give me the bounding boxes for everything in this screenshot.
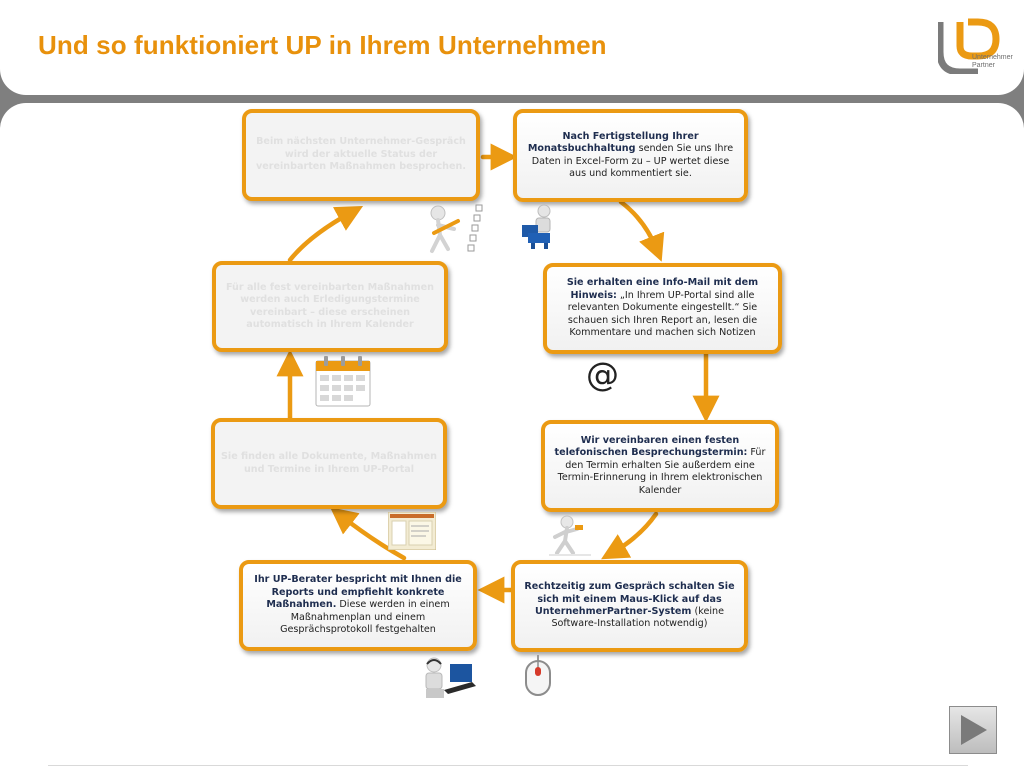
step-4-bold: Rechtzeitig zum Gespräch schalten Sie sich mit einem Maus-Klick auf das UnternehmerPartner-System (524, 581, 735, 617)
person-checklist-icon (424, 203, 486, 255)
logo-line-1: Unternehmer (972, 54, 1013, 61)
calendar-icon (315, 355, 371, 407)
next-slide-button[interactable] (949, 706, 997, 754)
step-8-box (242, 109, 480, 201)
step-7-box (212, 261, 448, 352)
step-2-bold: Sie erhalten eine Info-Mail mit dem Hinweis: (566, 277, 759, 301)
computer-mouse-icon (524, 655, 552, 697)
person-walking-icon (545, 515, 595, 557)
person-at-laptop-icon (518, 203, 566, 251)
step-3-text: Für den Termin erhalten Sie außerdem eine Termin-Erinnerung in Ihrem elektronischen Kalender (557, 447, 766, 496)
page-title: Und so funktioniert UP in Ihrem Unternehmen (38, 30, 607, 60)
step-1-text: senden Sie uns Ihre Daten in Excel-Form zu – UP wertet diese aus und kommentiert sie. (531, 143, 734, 179)
step-6-text: Sie finden alle Dokumente, Maßnahmen und Termine in Ihrem UP-Portal (221, 451, 437, 475)
step-5-bold: Ihr UP-Berater bespricht mit Ihnen die Reports und empfiehlt konkrete Maßnahmen. (254, 574, 462, 611)
step-3-box (541, 420, 779, 512)
arrow-3-to-4 (612, 514, 656, 553)
document-screen-icon (388, 512, 436, 550)
step-8-text: Beim nächsten Unternehmer-Gespräch wird der aktuelle Status der vereinbarten Maßnahmen besprochen. (256, 136, 466, 173)
step-1-box (513, 109, 748, 202)
step-1-bold: Nach Fertigstellung Ihrer Monatsbuchhaltung (527, 130, 699, 155)
step-3-bold: Wir vereinbaren einen festen telefonischen Besprechungstermin: (554, 434, 748, 459)
footer-divider (48, 765, 968, 766)
step-2-text: „In Ihrem UP-Portal sind alle relevanten Dokumente eingestellt.“ Sie schauen sich Ihren Report an, lesen die Kommentare und machen sich Notizen (567, 289, 758, 339)
step-4-box (511, 560, 748, 652)
next-slide-icon (950, 707, 996, 753)
step-5-box (239, 560, 477, 651)
logo-line-2: Partner (972, 62, 995, 69)
step-5-text: Diese werden in einem Maßnahmenplan und einem Gesprächsprotokoll festgehalten (280, 599, 450, 636)
step-6-box (211, 418, 447, 509)
step-7-text: Für alle fest vereinbarten Maßnahmen werden auch Erledigungstermine vereinbart – diese erscheinen automatisch in Ihrem Kalender (225, 281, 435, 330)
email-at-icon: @ (586, 355, 619, 394)
step-4-text: (keine Software-Installation notwendig) (551, 606, 724, 630)
arrow-1-to-2 (621, 202, 657, 250)
arrow-7-to-8 (290, 212, 352, 260)
person-headset-laptop-icon (420, 656, 476, 700)
step-2-box (543, 263, 782, 354)
